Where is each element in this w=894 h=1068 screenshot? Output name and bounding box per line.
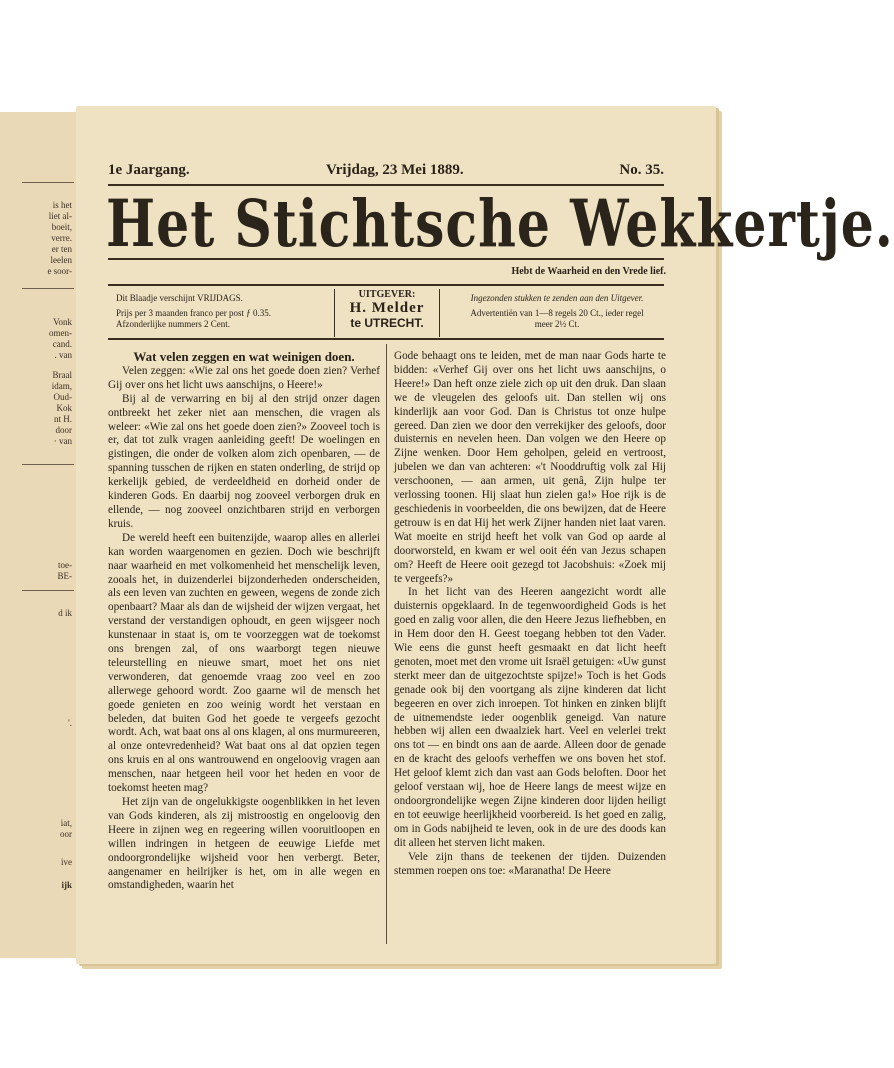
- advert-price: Advertentiën van 1—8 regels 20 Ct., ieder regel: [470, 308, 644, 318]
- left-page-text: is het: [52, 200, 72, 210]
- left-page-text: verre.: [51, 233, 72, 243]
- issue-date: Vrijdag, 23 Mei 1889.: [326, 162, 464, 178]
- left-page-text: boeit,: [51, 222, 72, 232]
- subscription-info: [116, 289, 326, 337]
- advert-extra-price: meer 2½ Ct.: [534, 319, 580, 329]
- left-page-text: ijk: [61, 880, 72, 890]
- left-page-text: cand.: [52, 339, 72, 349]
- left-page-text: omen-: [49, 328, 72, 338]
- left-page-text: toe-: [58, 560, 72, 570]
- article-paragraph: In het licht van des Heeren aangezicht wordt alle duisternis opgeklaard. In de tegenwoordigheid Gods is het goed en zalig voor allen, die den Heere Jezus liefhebben, en in Hem door den H. Geest toegang hebben tot den Vader. Wie eens die gunst heeft gesmaakt en dat licht heeft genoten, moet met den vrome uit Israël getuigen: «Uw gunst sterkt meer dan de uitgezochtste spijze!» Toch is het Gods genade ook bij den voortgang als zijne kinderen dat licht begeeren en over zich inroepen. Tot hinken en zinken blijft de uitnemendste ieder oogenblik geneigd. Van nature hebben wij allen een dwaalziek hart. Veel en velerlei trekt ons tot — en bindt ons aan de aarde. Alleen door de genade en de kracht des geloofs verheffen we ons boven het stof. Het geloof klemt zich dan vast aan Gods beloften. Door het geloof verstaan wij, hoe de Heere langs de meest wijze en ondoorgrondelijke wegen Zijne kinderen door lijden heiligt en tot eeuwige heerlijkheid voorbereid. Is het goed en zalig, om in Gods nabijheid te leven, ook in de ure des doods kan dit alleen het sterven licht maken.: [394, 586, 666, 849]
- article-paragraph: Gode behaagt ons te leiden, met de man naar Gods harte te bidden: «Verhef Gij over ons het licht uws aanschijns, o Heere!» Dan heft onze ziele zich op uit den druk. Dan slaan we de vleugelen des geloofs uit. Dan stellen wij ons kinderlijk aan voor God. Dan is Christus tot onze hulpe gereed. Dan zien we door den verrekijker des geloofs, door duisternis en nevelen heen. Dan volgen we den Heere op Zijne wenken. Door Hem geholpen, geleid en vertroost, jubelen we dan van achteren: «'t Nooddruftig volk zal Hij verschoonen, — aan armen, uit genâ, Zijn hulpe ter verlossing toonen. Hij slaat hun zielen ga!» Hoe rijk is de geschiedenis in voorbeelden, die ons bewijzen, dat de Heere getrouw is en dat Hij het werk Zijner handen niet laat varen. Wat moeite en strijd heeft het volk van God op aarde al doorworsteld, en kwam er wel ooit één van Jezus schapen om? Heeft de Heere ooit gezegd tot Jacobshuis: «Zoek mij te vergeefs?»: [394, 350, 666, 585]
- divider: [22, 182, 74, 183]
- masthead-info-line: [108, 162, 664, 180]
- left-page-text: er ten: [51, 244, 72, 254]
- divider: [108, 284, 664, 286]
- left-facing-page: [0, 112, 78, 958]
- article-paragraph: Velen zeggen: «Wie zal ons het goede doen zien? Verhef Gij over ons het licht uws aanschijns, o Heere!»: [108, 364, 380, 391]
- newspaper-title: Het Stichtsche Wekkertje.: [106, 186, 894, 263]
- left-page-text: Kok: [56, 403, 72, 413]
- single-copy-price: Afzonderlijke nummers 2 Cent.: [116, 319, 230, 329]
- divider: [22, 464, 74, 465]
- left-page-text: . van: [54, 350, 72, 360]
- volume-label: 1e Jaargang.: [108, 162, 190, 178]
- left-page-text: e soor-: [47, 266, 72, 276]
- publisher-name: H. Melder: [349, 300, 425, 316]
- newspaper-page: [76, 106, 894, 964]
- left-page-text: nt H.: [54, 414, 72, 424]
- left-page-text: liet al-: [48, 211, 72, 221]
- publisher-label: UITGEVER:: [358, 289, 416, 300]
- article-right-column: [394, 350, 666, 878]
- left-page-text: leelen: [50, 255, 72, 265]
- motto: Hebt de Waarheid en den Vrede lief.: [511, 266, 666, 277]
- left-page-text: BE-: [57, 571, 72, 581]
- left-page-text: ive: [61, 857, 72, 867]
- divider: [22, 590, 74, 591]
- article-paragraph: Het zijn van de ongelukkigste oogenblikken in het leven van Gods kinderen, als zij mistroostig en ongeloovig den Heere in zijnen weg en regeering willen vooruitloopen en willen indringen in hetgeen de eeuwige Liefde met ondoorgrondelijke wijsheid voor hen verbergt. Beter, aangenamer en heilrijker is het, om in alle wegen en omstandigheden, waarin het: [108, 796, 380, 892]
- article-paragraph: De wereld heeft een buitenzijde, waarop alles en allerlei kan worden waargenomen en gezien. Doch wie beschrijft naar waarheid en met volkomenheid het menschelijk leven, zooals het, in duizenderlei bijzonderheden onderscheiden, als een leven van zuchten en geween, wegens de zonde zich openbaart? Maar als dan de wijsheid der wijzen vergaat, het verstand der verstandigen ophoudt, en geen wijsgeer noch kunstenaar in staat is, om te voorzeggen wat de toekomst ons brengen zal, of ons waarborgt tegen nieuwe teleurstelling en nieuwe smart, moet het ons niet verwonderen, dat genoemde vraag zoo veel en zoo allerwege gehoord wordt. Zoo gaarne wil de mensch het goede genieten en zoo weinig wordt het verstaan en beleden, dat buiten God het goede te vergeefs gezocht wordt. Ach, wat baat ons al ons klagen, al ons murmureeren, al onze ontevredenheid? Wat baat ons al dat opzien tegen ons kruis en al ons wantrouwend en ongeloovig vragen aan menschen, naar hetgeen heil voor het heden en voor de toekomst heeten mag?: [108, 531, 380, 795]
- article-heading: Wat velen zeggen en wat weinigen doen.: [133, 349, 355, 364]
- advertising-info: [448, 289, 666, 337]
- left-page-text: oor: [60, 829, 72, 839]
- divider: [108, 258, 664, 260]
- left-page-text: '.: [68, 718, 72, 728]
- column-divider: [386, 344, 387, 944]
- left-page-text: Oud-: [53, 392, 72, 402]
- left-page-text: iat,: [60, 818, 72, 828]
- publisher-box: [334, 289, 440, 337]
- left-page-text: door: [55, 425, 72, 435]
- article-paragraph: Vele zijn thans de teekenen der tijden. Duizenden stemmen roepen ons toe: «Maranatha! De Heere: [394, 850, 666, 877]
- divider: [108, 338, 664, 340]
- article-left-column: [108, 350, 380, 893]
- issue-number: No. 35.: [619, 162, 664, 178]
- left-page-text: · van: [53, 436, 72, 446]
- publisher-city: te UTRECHT.: [350, 316, 424, 330]
- schedule-text: Dit Blaadje verschijnt VRIJDAGS.: [116, 293, 243, 303]
- price-text: Prijs per 3 maanden franco per post ƒ 0.35.: [116, 308, 271, 318]
- submissions-note: Ingezonden stukken te zenden aan den Uitgever.: [470, 293, 644, 303]
- article-paragraph: Bij al de verwarring en bij al den strijd onzer dagen ontbreekt het zeker niet aan menschen, die vragen als weleer: «Wie zal ons het goede doen zien?» Zooveel toch is er, dat tot zulk vragen aanleiding geeft! De woelingen en gistingen, die onder de volken alom zich openbaren, — de spanning tusschen de rijken en staten onderling, de strijd op kerkelijk gebied, de verdeeldheid en dorheid onder de kinderen Gods. En daarbij nog zooveel verborgen druk en ellende, — nog zooveel onzichtbaren strijd en verborgen kruis.: [108, 392, 380, 530]
- left-page-text: idam,: [51, 381, 72, 391]
- left-page-text: Braal: [52, 370, 72, 380]
- divider: [22, 288, 74, 289]
- left-page-text: d ik: [58, 608, 72, 618]
- left-page-text: Vonk: [53, 317, 72, 327]
